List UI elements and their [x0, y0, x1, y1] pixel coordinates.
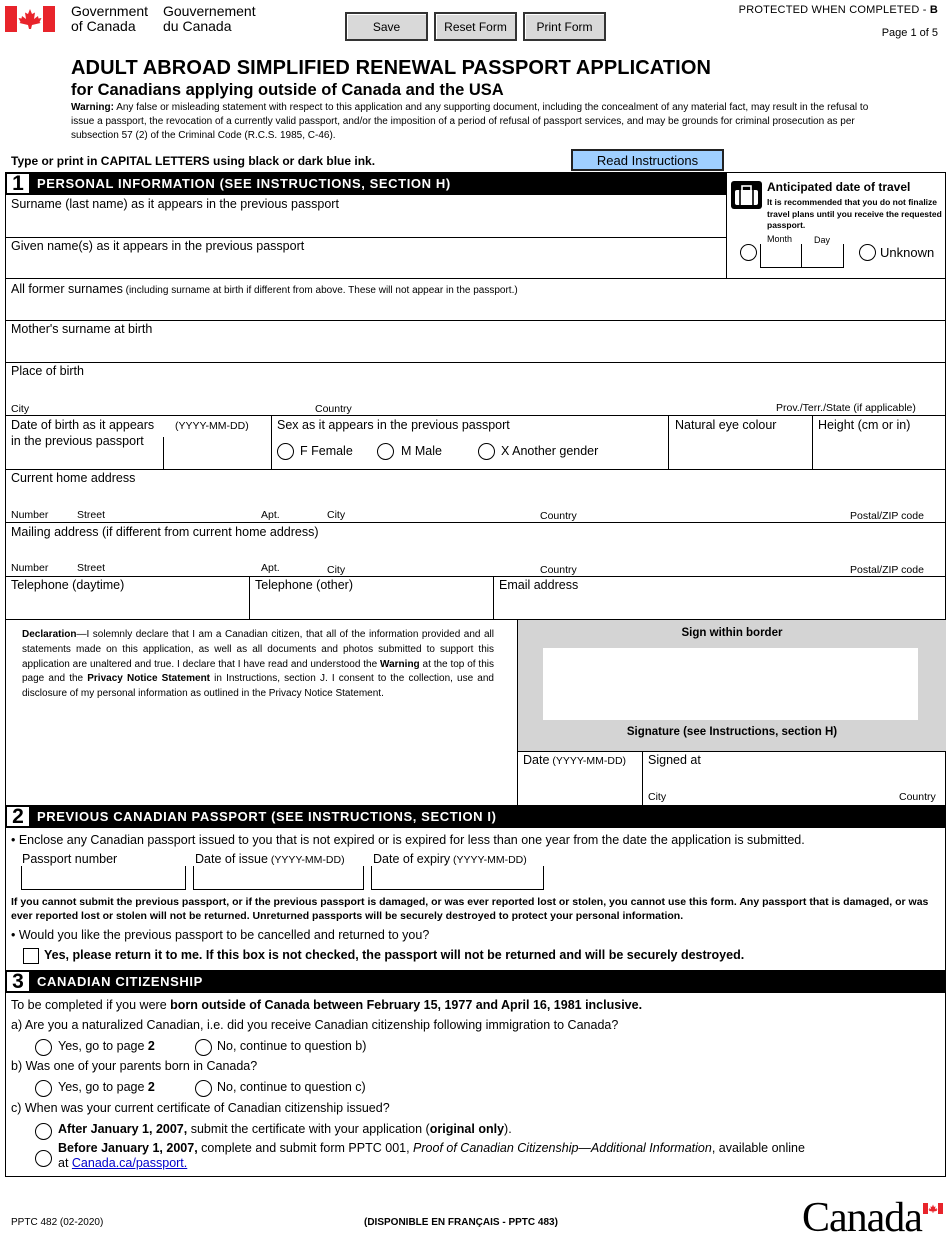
- wordmark-last-letter: a: [904, 1195, 922, 1241]
- former-surnames-label: [11, 282, 518, 296]
- travel-day-label: Day: [814, 235, 831, 245]
- height-input[interactable]: [813, 434, 944, 468]
- after-original: original only: [429, 1122, 505, 1136]
- after-text: submit the certificate with your application (: [187, 1122, 430, 1136]
- travel-month-input[interactable]: [760, 244, 802, 268]
- issue-text: Date of issue: [195, 852, 268, 866]
- wordmark-text: Canad: [802, 1195, 905, 1241]
- after-bold: After January 1, 2007,: [58, 1122, 188, 1136]
- sex-another-label: X Another gender: [501, 444, 599, 458]
- expiry-text: Date of expiry: [373, 852, 451, 866]
- mailing-address-input[interactable]: [6, 541, 944, 563]
- before-italic: Proof of Canadian Citizenship—Additional Information: [413, 1141, 712, 1155]
- sex-male-label: M Male: [401, 444, 442, 458]
- passport-number-input[interactable]: [21, 866, 186, 890]
- eye-colour-input[interactable]: [669, 434, 811, 468]
- section2-header: [5, 805, 946, 828]
- qa-yes-page: 2: [147, 1039, 155, 1053]
- frame-right: [945, 993, 946, 1176]
- qc-before-label: [58, 1141, 805, 1171]
- frame-left: [5, 828, 6, 970]
- tel-other-input[interactable]: [250, 594, 492, 618]
- issue-format: (YYYY-MM-DD): [267, 854, 345, 866]
- citizenship-intro: [11, 998, 642, 1012]
- enclose-passport-text: • Enclose any Canadian passport issued to you that is not expired or is expired for less than one year from the date the application is submitted.: [11, 833, 805, 847]
- dob-input[interactable]: [164, 437, 270, 469]
- tel-day-input[interactable]: [6, 594, 248, 618]
- passport-notice: If you cannot submit the previous passport, or if the previous passport is damaged, or was ever reported lost or stolen, you cannot use this form. Any passport that is damaged, or was ever reported lost or stolen will not be returned. Unreturned passports will be securely destroyed to protect your personal information.: [11, 896, 929, 922]
- gov-en-line1: Government: [71, 3, 149, 19]
- before-at: at: [58, 1156, 72, 1170]
- divider: [5, 522, 946, 523]
- wordmark-flag-icon: [923, 1203, 943, 1214]
- divider: [5, 576, 946, 577]
- dob-format: (YYYY-MM-DD): [175, 420, 249, 432]
- divider: [5, 320, 946, 321]
- place-of-birth-input[interactable]: [6, 380, 944, 402]
- intro-text: To be completed if you were: [11, 998, 171, 1012]
- qa-yes-text: Yes, go to page: [58, 1039, 148, 1053]
- divider: [5, 415, 946, 416]
- form-title: ADULT ABROAD SIMPLIFIED RENEWAL PASSPORT APPLICATION: [71, 57, 712, 79]
- mail-country-label: Country: [540, 564, 577, 576]
- travel-box-left: [726, 172, 727, 278]
- travel-title: Anticipated date of travel: [767, 180, 911, 194]
- home-apt-label: Apt.: [261, 509, 280, 521]
- before-text2: , available online: [711, 1141, 805, 1155]
- gov-en-line2: of Canada: [71, 18, 136, 34]
- warning-body: Any false or misleading statement with respect to this application and any supporting document, including the concealment of any material fact, may result in the refusal to issue a passport, the revocation of a currently valid passport, and/or the imposition of a period of refusal of passport services, and may be grounds for criminal prosecution as per subsection 57 (2) of the Criminal Code (R.C.S. 1985, C-46).: [71, 102, 869, 141]
- gov-fr-line1: Gouvernement: [163, 3, 256, 19]
- form-subtitle: for Canadians applying outside of Canada and the USA: [71, 81, 504, 99]
- suitcase-icon: [731, 181, 762, 209]
- sex-female-radio[interactable]: [277, 443, 294, 460]
- print-form-button[interactable]: Print Form: [523, 12, 606, 41]
- expiry-format: (YYYY-MM-DD): [450, 854, 527, 866]
- home-country-label: Country: [540, 510, 577, 522]
- intro-bold: born outside of Canada between February 15, 1977 and April 16, 1981 inclusive.: [170, 998, 643, 1012]
- form-code: PPTC 482 (02-2020): [11, 1217, 104, 1228]
- height-label: Height (cm or in): [818, 418, 911, 432]
- return-passport-checkbox[interactable]: [23, 948, 39, 964]
- qb-yes-radio[interactable]: [35, 1080, 52, 1097]
- before-bold: Before January 1, 2007,: [58, 1141, 198, 1155]
- divider: [271, 415, 272, 469]
- travel-note: It is recommended that you do not finalize travel plans until you receive the requested passport.: [767, 197, 942, 230]
- section1-number: 1: [5, 172, 31, 195]
- date-of-issue-input[interactable]: [193, 866, 364, 890]
- declaration-warning: Warning: [380, 658, 420, 670]
- sign-date-label: [523, 753, 626, 767]
- passport-number-label: Passport number: [22, 852, 118, 866]
- date-of-issue-label: [195, 852, 345, 866]
- canada-wordmark: [802, 1196, 922, 1240]
- mail-apt-label: Apt.: [261, 562, 280, 574]
- section2-number: 2: [5, 805, 31, 828]
- before-text: complete and submit form PPTC 001,: [197, 1141, 414, 1155]
- sex-female-label: F Female: [300, 444, 353, 458]
- tel-other-label: Telephone (other): [255, 578, 353, 592]
- qb-no-label: No, continue to question c): [217, 1080, 366, 1094]
- return-passport-label: Yes, please return it to me. If this box is not checked, the passport will not be returned and will be securely destroyed.: [44, 948, 745, 962]
- email-label: Email address: [499, 578, 579, 592]
- qa-no-radio[interactable]: [195, 1039, 212, 1056]
- home-postal-label: Postal/ZIP code: [850, 510, 924, 522]
- canada-passport-link[interactable]: Canada.ca/passport.: [71, 1156, 188, 1170]
- mailing-address-label: Mailing address (if different from current home address): [11, 525, 319, 539]
- qa-yes-label: [58, 1039, 155, 1053]
- pob-country-label: Country: [315, 403, 352, 415]
- dob-label: Date of birth as it appears in the previous passport: [11, 418, 155, 448]
- qa-no-label: No, continue to question b): [217, 1039, 367, 1053]
- home-street-label: Street: [77, 509, 106, 521]
- government-of-canada-fr: [163, 4, 263, 34]
- frame-right: [945, 828, 946, 970]
- given-name-label: Given name(s) as it appears in the previous passport: [11, 239, 305, 253]
- former-surnames-input[interactable]: [6, 296, 944, 320]
- travel-unknown-radio[interactable]: [859, 244, 876, 261]
- section2-title: PREVIOUS CANADIAN PASSPORT (SEE INSTRUCTIONS, SECTION I): [37, 809, 497, 824]
- question-a: a) Are you a naturalized Canadian, i.e. did you receive Canadian citizenship following immigration to Canada?: [11, 1018, 619, 1032]
- qb-yes-text: Yes, go to page: [58, 1080, 148, 1094]
- protected-label: PROTECTED WHEN COMPLETED -: [738, 4, 930, 16]
- divider: [517, 751, 946, 752]
- sign-date-input[interactable]: [518, 770, 641, 804]
- date-of-expiry-input[interactable]: [371, 866, 544, 890]
- warning-text: [71, 101, 891, 143]
- after-end: ).: [504, 1122, 512, 1136]
- question-c: c) When was your current certificate of Canadian citizenship issued?: [11, 1101, 390, 1115]
- signed-city-label: City: [648, 791, 667, 803]
- travel-unknown-label: Unknown: [880, 245, 935, 260]
- qb-yes-page: 2: [147, 1080, 155, 1094]
- declaration-part2: at the top of this page and the: [22, 658, 494, 685]
- declaration-part3: in Instructions, section J. I consent to the collection, use and disclosure of my personal information as outlined in the Privacy Notice Statement.: [22, 673, 494, 700]
- section3-title: CANADIAN CITIZENSHIP: [37, 974, 203, 989]
- declaration-text: [22, 628, 494, 702]
- section3-header: [5, 970, 946, 993]
- mail-street-label: Street: [77, 562, 106, 574]
- tel-day-label: Telephone (daytime): [11, 578, 125, 592]
- surname-input[interactable]: [6, 196, 726, 237]
- qb-no-radio[interactable]: [195, 1080, 212, 1097]
- sign-date-text: Date: [523, 753, 550, 767]
- surname-label: Surname (last name) as it appears in the previous passport: [11, 197, 339, 211]
- sign-within-border-label: Sign within border: [681, 627, 783, 639]
- signed-at-input[interactable]: [643, 770, 944, 790]
- mother-surname-label: Mother's surname at birth: [11, 322, 153, 336]
- sex-male-radio[interactable]: [377, 443, 394, 460]
- email-input[interactable]: [494, 594, 944, 618]
- government-of-canada-en: [71, 4, 151, 34]
- qb-yes-label: [58, 1080, 155, 1094]
- protected-code: B: [929, 4, 938, 16]
- question-b: b) Was one of your parents born in Canada?: [11, 1059, 258, 1073]
- read-instructions-button[interactable]: Read Instructions: [571, 149, 724, 171]
- mail-city-label: City: [327, 564, 346, 576]
- signature-label: Signature (see Instructions, section H): [626, 726, 838, 738]
- canada-flag-logo: [5, 6, 55, 32]
- page-indicator: Page 1 of 5: [881, 27, 938, 39]
- home-number-label: Number: [11, 509, 49, 521]
- mother-surname-input[interactable]: [6, 338, 944, 362]
- signed-country-label: Country: [899, 791, 936, 803]
- sign-date-format: (YYYY-MM-DD): [549, 755, 627, 767]
- pob-city-label: City: [11, 403, 30, 415]
- date-of-expiry-label: [373, 852, 527, 866]
- travel-box-top: [726, 172, 946, 173]
- frame-left: [5, 993, 6, 1176]
- signature-box[interactable]: [543, 648, 918, 720]
- before-line2: [58, 1156, 805, 1171]
- given-name-input[interactable]: [6, 238, 726, 278]
- gov-fr-line2: du Canada: [163, 18, 232, 34]
- divider: [5, 362, 946, 363]
- pob-prov-label: Prov./Terr./State (if applicable): [776, 402, 916, 414]
- declaration-privacy: Privacy Notice Statement: [87, 673, 211, 685]
- protected-notice: [739, 4, 938, 16]
- place-of-birth-label: Place of birth: [11, 364, 84, 378]
- type-instruction: Type or print in CAPITAL LETTERS using black or dark blue ink.: [11, 154, 376, 168]
- sex-label: Sex as it appears in the previous passport: [277, 418, 510, 432]
- former-label: All former surnames: [11, 282, 123, 296]
- mail-number-label: Number: [11, 562, 49, 574]
- home-city-label: City: [327, 509, 346, 521]
- warning-label: Warning:: [71, 102, 114, 113]
- travel-month-label: Month: [767, 234, 793, 244]
- before-line1: [58, 1141, 805, 1156]
- declaration-part1: —I solemnly declare that I am a Canadian citizen, that all of the information provided and all statements made on this application, as well as all documents and photos submitted to support this application are unaltered and true. I declare that I have read and understood the: [22, 629, 494, 670]
- sex-another-radio[interactable]: [478, 443, 495, 460]
- eye-colour-label: Natural eye colour: [675, 418, 777, 432]
- home-address-input[interactable]: [6, 487, 944, 509]
- travel-day-input[interactable]: [802, 244, 844, 268]
- qa-yes-radio[interactable]: [35, 1039, 52, 1056]
- qc-after-radio[interactable]: [35, 1123, 52, 1140]
- mail-postal-label: Postal/ZIP code: [850, 564, 924, 576]
- qc-after-label: [58, 1122, 512, 1136]
- frame-bottom: [5, 1176, 946, 1177]
- divider: [5, 469, 946, 470]
- travel-date-radio[interactable]: [740, 244, 757, 261]
- save-button[interactable]: Save: [345, 12, 428, 41]
- reset-form-button[interactable]: Reset Form: [434, 12, 517, 41]
- french-availability: (DISPONIBLE EN FRANÇAIS - PPTC 483): [364, 1217, 558, 1228]
- signed-at-label: Signed at: [648, 753, 701, 767]
- divider: [5, 278, 946, 279]
- home-address-label: Current home address: [11, 471, 136, 485]
- section1-header: [5, 172, 726, 195]
- declaration-label: Declaration: [22, 629, 77, 640]
- qc-before-radio[interactable]: [35, 1150, 52, 1167]
- section3-number: 3: [5, 970, 31, 993]
- return-question: • Would you like the previous passport to be cancelled and returned to you?: [11, 928, 430, 942]
- section1-title: PERSONAL INFORMATION (SEE INSTRUCTIONS, SECTION H): [37, 176, 451, 191]
- former-note: (including surname at birth if different from above. These will not appear in the passport.): [122, 285, 518, 296]
